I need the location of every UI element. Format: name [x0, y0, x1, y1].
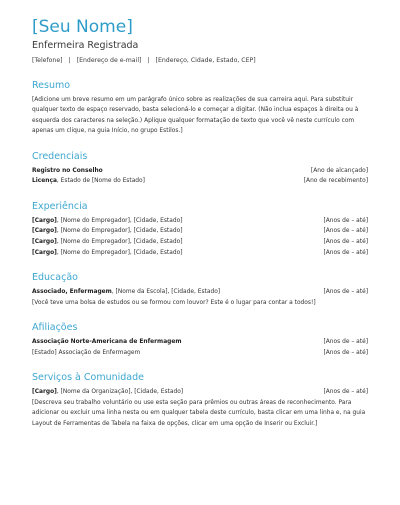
affiliation-detail: [Estado] Associação de Enfermagem: [32, 349, 141, 356]
experience-section: [32, 201, 368, 258]
section-title-community: Serviços à Comunidade: [32, 372, 144, 384]
experience-row[interactable]: [32, 226, 368, 237]
job-years: [Anos de – até]: [323, 228, 368, 235]
section-title-experience: Experiência: [32, 200, 88, 212]
affiliation-name: Associação Norte-Americana de Enfermagem: [32, 339, 182, 346]
affiliation-row[interactable]: [32, 348, 368, 359]
community-row[interactable]: [32, 387, 368, 398]
phone-field[interactable]: [Telefone]: [32, 57, 63, 64]
email-field[interactable]: [Endereço de e-mail]: [76, 57, 142, 64]
employer-detail: , [Nome do Empregador], [Cidade, Estado]: [56, 217, 183, 224]
community-role: [Cargo]: [32, 389, 57, 396]
job-years: [Anos de – até]: [323, 249, 368, 256]
section-title-summary: Resumo: [32, 80, 71, 91]
section-title-affiliations: Afiliações: [32, 322, 78, 334]
credentials-section: [32, 151, 368, 187]
resume-header: [32, 17, 368, 65]
affiliation-row[interactable]: [32, 337, 368, 348]
community-note[interactable]: [Descreva seu trabalho voluntário ou use esta seção para prêmios ou outras áreas de reconhecimento. Para adicionar ou excluir uma linha nesta ou em qualquer tabela deste currículo, basta clicar em uma linha e, na guia Layout de Ferramentas de Tabela na faixa de opções, clicar em uma opção de Inserir ou Excluir.]: [32, 399, 366, 427]
job-years: [Anos de – até]: [323, 217, 368, 224]
affiliation-years: [Anos de – até]: [323, 349, 368, 356]
employer-detail: , [Nome do Empregador], [Cidade, Estado]: [56, 249, 183, 256]
contact-separator: |: [147, 57, 150, 64]
credential-name: Registro no Conselho: [32, 167, 103, 174]
summary-section: [32, 80, 368, 137]
education-note[interactable]: [Você teve uma bolsa de estudos ou se formou com louvor? Este é o lugar para contar a todos!]: [32, 299, 316, 306]
job-role[interactable]: Enfermeira Registrada: [32, 40, 139, 51]
degree-name: Associado, Enfermagem: [32, 289, 112, 296]
credential-detail: , Estado de [Nome do Estado]: [56, 178, 145, 185]
community-years: [Anos de – até]: [323, 389, 368, 396]
affiliation-years: [Anos de – até]: [323, 339, 368, 346]
school-detail: , [Nome da Escola], [Cidade, Estado]: [111, 289, 221, 296]
credential-row[interactable]: [32, 176, 368, 187]
experience-row[interactable]: [32, 248, 368, 259]
job-title: [Cargo]: [32, 239, 57, 245]
affiliations-section: [32, 322, 368, 358]
experience-row[interactable]: [32, 237, 368, 248]
job-title: [Cargo]: [32, 228, 57, 235]
employer-detail: , [Nome do Empregador], [Cidade, Estado]: [56, 228, 183, 235]
candidate-name[interactable]: [Seu Nome]: [32, 17, 133, 37]
section-title-credentials: Credenciais: [32, 150, 88, 162]
summary-text[interactable]: [Adicione um breve resumo em um parágrafo único sobre as realizações de sua carreira aqui. Para substituir qualquer texto de espaço reservado, basta selecioná-lo e começar a digitar. (Não inclua espaços à direita ou à esquerda dos caracteres na seleção.) Aplique qualquer formatação de texto que você vê neste currículo com apenas um clique, na guia Início, no grupo Estilos.]: [32, 97, 359, 135]
address-field[interactable]: [Endereço, Cidade, Estado, CEP]: [155, 57, 256, 64]
education-section: [32, 272, 368, 308]
credential-name: Licença: [32, 178, 57, 185]
job-years: [Anos de – até]: [323, 239, 368, 245]
education-row[interactable]: [32, 287, 368, 298]
credential-row[interactable]: [32, 166, 368, 177]
credential-year: [Ano de alcançado]: [310, 167, 368, 174]
community-section: [32, 372, 368, 429]
section-title-education: Educação: [32, 272, 78, 284]
employer-detail: , [Nome do Empregador], [Cidade, Estado]: [56, 239, 183, 245]
contact-separator: |: [68, 57, 71, 64]
job-title: [Cargo]: [32, 217, 57, 224]
education-years: [Anos de – até]: [323, 289, 368, 296]
contact-line: [32, 57, 368, 65]
experience-row[interactable]: [32, 216, 368, 227]
credential-year: [Ano de recebimento]: [303, 178, 368, 185]
organization-detail: , [Nome da Organização], [Cidade, Estado]: [56, 389, 184, 396]
job-title: [Cargo]: [32, 249, 57, 256]
